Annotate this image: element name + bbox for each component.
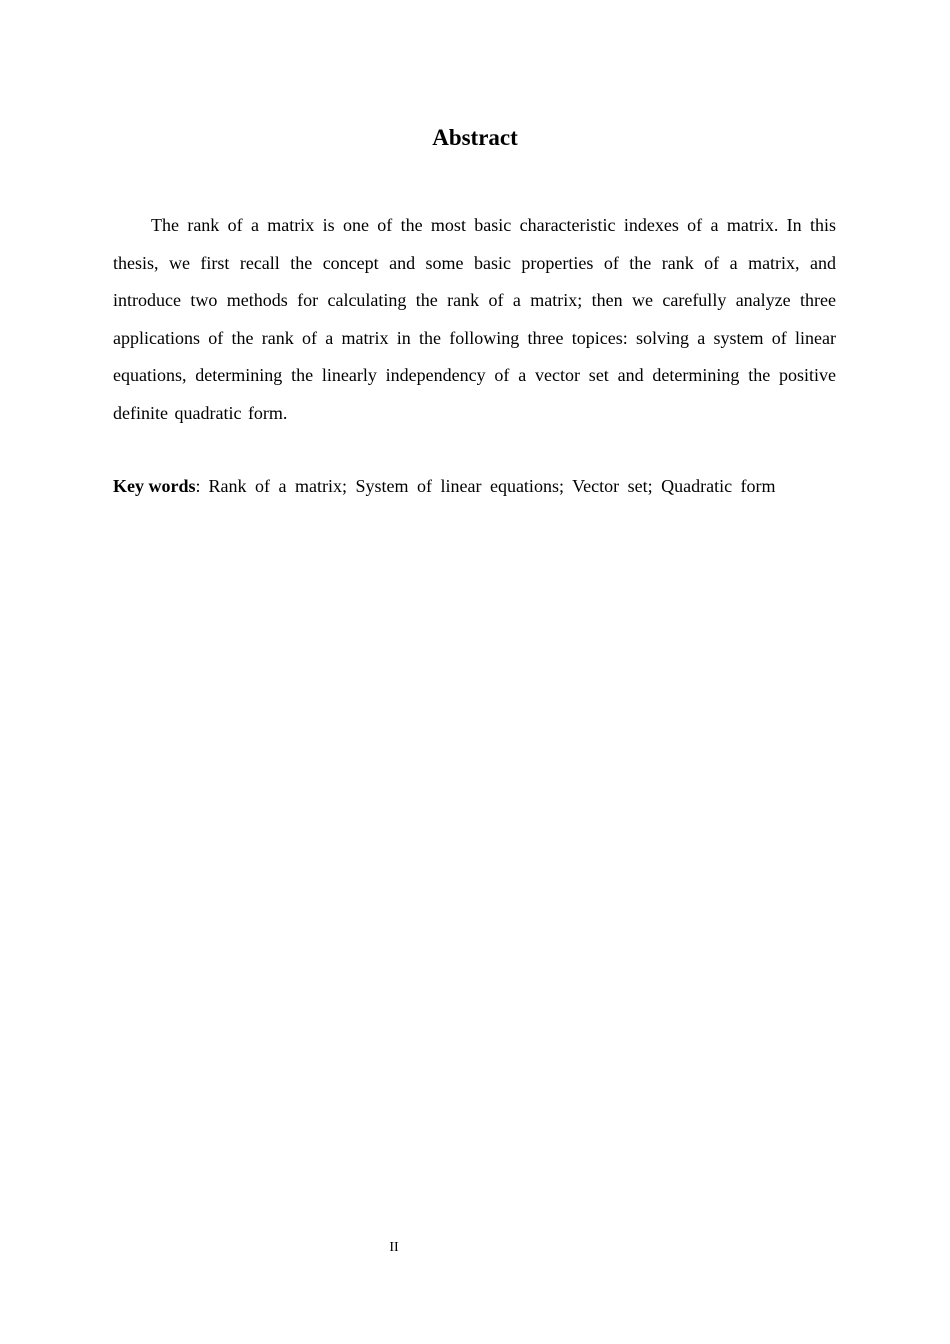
keywords-value: Rank of a matrix; System of linear equations; Vector set; Quadratic form bbox=[208, 476, 776, 496]
abstract-paragraph: The rank of a matrix is one of the most basic characteristic indexes of a matrix. In this thesis, we first recall the concept and some basic properties of the rank of a matrix, and introduce two methods for calculating the rank of a matrix; then we carefully analyze three applications of the rank of a matrix in the following three topices: solving a system of linear equations, determining the linearly independency of a vector set and determining the positive definite quadratic form. bbox=[113, 215, 836, 423]
keywords-line bbox=[113, 470, 843, 502]
keywords-separator: : bbox=[195, 476, 201, 496]
page-title: Abstract bbox=[432, 125, 518, 150]
page-number: II bbox=[389, 1240, 399, 1255]
keywords-label: Key words bbox=[113, 476, 196, 496]
